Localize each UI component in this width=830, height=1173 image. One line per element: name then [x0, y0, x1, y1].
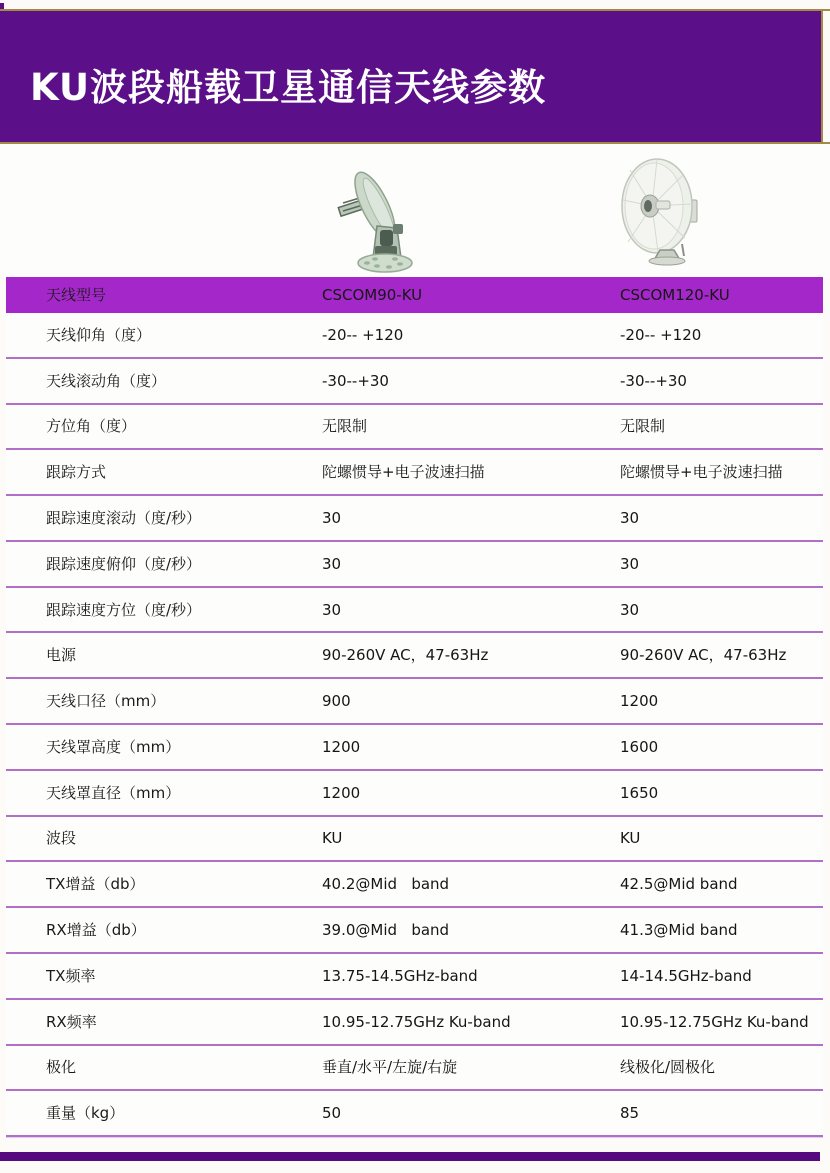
large-dish-antenna-icon: [612, 156, 712, 268]
table-row: [6, 1046, 823, 1092]
row-label: 天线罩直径（mm）: [46, 783, 181, 802]
table-row: [6, 771, 823, 817]
row-value: 垂直/水平/左旋/右旋: [322, 1058, 458, 1077]
footer-bar: [0, 1152, 820, 1161]
antenna-image-cscom120: [612, 156, 712, 272]
row-value: 40.2@Mid band: [322, 875, 450, 894]
table-row: [6, 954, 823, 1000]
row-label: 电源: [46, 646, 77, 665]
row-value: -30--+30: [620, 371, 687, 390]
row-value: 39.0@Mid band: [322, 921, 450, 940]
row-value: 30: [322, 600, 342, 619]
table-header-col1: CSCOM90-KU: [322, 286, 423, 304]
table-row: [6, 633, 823, 679]
row-value: 无限制: [322, 417, 368, 436]
row-value: -20-- +120: [322, 325, 404, 344]
table-header-row: [6, 277, 823, 313]
row-value: 900: [322, 692, 351, 711]
row-label: TX频率: [46, 966, 96, 985]
row-value: 85: [620, 1104, 640, 1123]
table-row: [6, 725, 823, 771]
row-label: 跟踪速度俯仰（度/秒）: [46, 554, 202, 573]
row-value: KU: [620, 829, 641, 848]
row-value: 30: [620, 509, 640, 528]
table-row: [6, 496, 823, 542]
row-value: 1600: [620, 737, 659, 756]
row-value: 30: [620, 554, 640, 573]
row-label: 波段: [46, 829, 77, 848]
row-label: 天线罩高度（mm）: [46, 737, 181, 756]
row-value: -20-- +120: [620, 325, 702, 344]
table-row: [6, 862, 823, 908]
row-value: 14-14.5GHz-band: [620, 966, 752, 985]
small-dish-antenna-icon: [333, 170, 415, 274]
antenna-image-cscom90: [333, 170, 415, 278]
row-label: 天线仰角（度）: [46, 325, 152, 344]
table-row: [6, 405, 823, 451]
table-row: [6, 817, 823, 863]
row-value: 30: [620, 600, 640, 619]
row-label: 天线滚动角（度）: [46, 371, 167, 390]
row-value: -30--+30: [322, 371, 389, 390]
row-label: 重量（kg）: [46, 1104, 125, 1123]
table-row: [6, 588, 823, 634]
row-label: 极化: [46, 1058, 77, 1077]
row-label: TX增益（db）: [46, 875, 145, 894]
row-label: RX增益（db）: [46, 921, 146, 940]
table-row: [6, 908, 823, 954]
row-value: 陀螺惯导+电子波速扫描: [620, 463, 783, 482]
row-label: 跟踪方式: [46, 463, 107, 482]
row-label: RX频率: [46, 1012, 97, 1031]
table-row: [6, 1091, 823, 1137]
row-label: 跟踪速度滚动（度/秒）: [46, 509, 202, 528]
table-header-label: 天线型号: [46, 286, 107, 304]
row-value: 41.3@Mid band: [620, 921, 738, 940]
row-value: 线极化/圆极化: [620, 1058, 716, 1077]
row-value: 1200: [322, 783, 361, 802]
row-value: 10.95-12.75GHz Ku-band: [322, 1012, 511, 1031]
row-value: 90-260V AC，47-63Hz: [620, 646, 787, 665]
spec-table: [6, 277, 823, 1137]
table-body: [6, 313, 823, 1137]
row-value: 10.95-12.75GHz Ku-band: [620, 1012, 809, 1031]
product-image-strip: [0, 144, 830, 277]
row-value: 50: [322, 1104, 342, 1123]
row-value: 陀螺惯导+电子波速扫描: [322, 463, 485, 482]
row-value: 无限制: [620, 417, 666, 436]
row-value: 90-260V AC，47-63Hz: [322, 646, 489, 665]
title-banner: [0, 11, 823, 142]
row-value: 42.5@Mid band: [620, 875, 738, 894]
page-title: KU波段船载卫星通信天线参数: [30, 66, 547, 109]
table-row: [6, 359, 823, 405]
table-row: [6, 450, 823, 496]
row-value: 13.75-14.5GHz-band: [322, 966, 478, 985]
row-value: 30: [322, 509, 342, 528]
row-label: 跟踪速度方位（度/秒）: [46, 600, 202, 619]
table-row: [6, 542, 823, 588]
row-value: 1200: [620, 692, 659, 711]
table-header-col2: CSCOM120-KU: [620, 286, 730, 304]
row-value: 1650: [620, 783, 659, 802]
row-label: 方位角（度）: [46, 417, 137, 436]
table-row: [6, 313, 823, 359]
table-row: [6, 679, 823, 725]
row-value: 30: [322, 554, 342, 573]
row-value: KU: [322, 829, 343, 848]
row-label: 天线口径（mm）: [46, 692, 166, 711]
table-row: [6, 1000, 823, 1046]
row-value: 1200: [322, 737, 361, 756]
